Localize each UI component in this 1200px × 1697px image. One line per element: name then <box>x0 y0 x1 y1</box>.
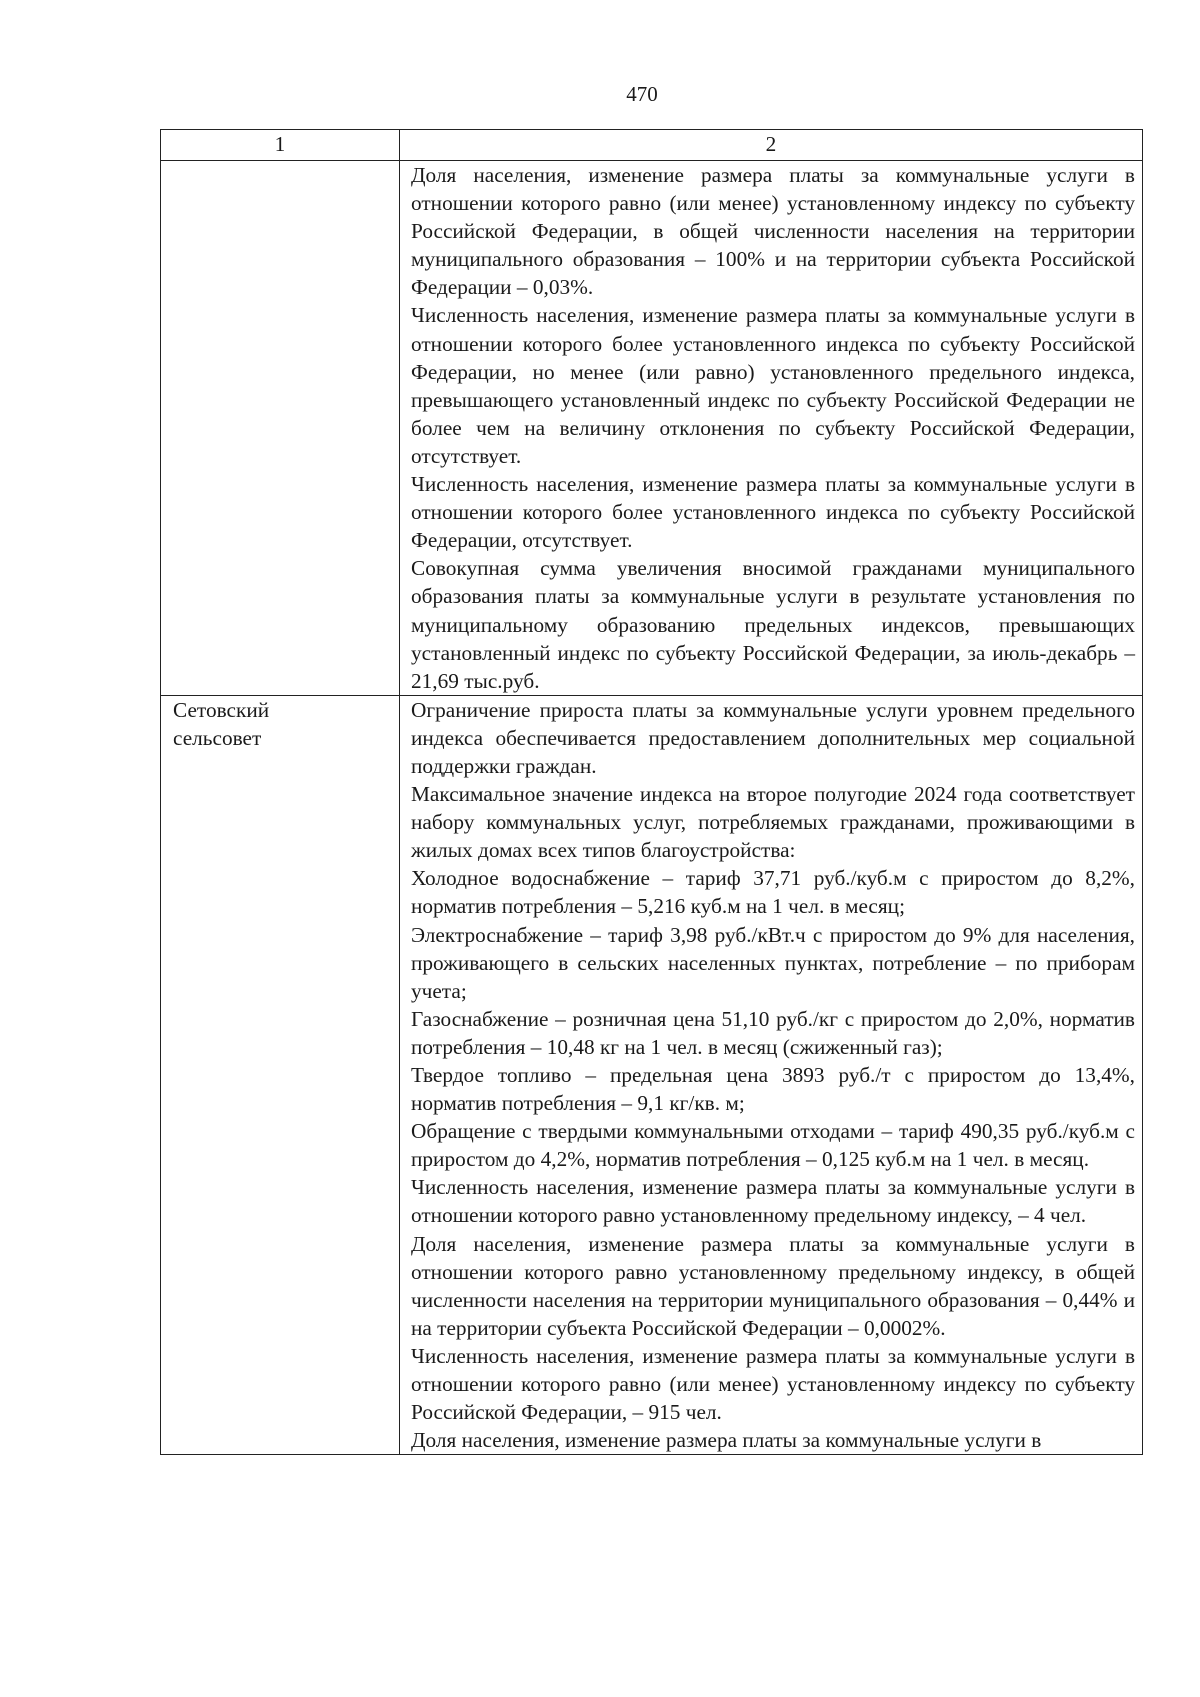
data-table <box>160 129 1143 1455</box>
paragraph: Электроснабжение – тариф 3,98 руб./кВт.ч с приростом до 9% для населения, проживающего в сельских населенных пунктах, потребление – по приборам учета; <box>411 922 1135 1003</box>
paragraph: Максимальное значение индекса на второе полугодие 2024 года соответствует набору коммунальных услуг, потребляемых гражданами, проживающими в жилых домах всех типов благоустройства: <box>411 782 1135 863</box>
column-header-1: 1 <box>161 130 400 161</box>
region-name: Сетовский сельсовет <box>173 697 270 750</box>
column-header-2: 2 <box>400 130 1143 161</box>
paragraph: Холодное водоснабжение – тариф 37,71 руб./куб.м с приростом до 8,2%, норматив потребления – 5,216 куб.м на 1 чел. в месяц; <box>411 866 1135 919</box>
paragraph: Совокупная сумма увеличения вносимой гражданами муниципального образования платы за коммунальные услуги в результате установления по муниципальному образованию предельных индексов, превышающих установленный индекс по субъекту Российской Федерации, за июль-декабрь – 21,69 тыс.руб. <box>411 556 1135 693</box>
region-cell <box>161 695 400 1455</box>
region-cell <box>161 161 400 696</box>
paragraph: Ограничение прироста платы за коммунальные услуги уровнем предельного индекса обеспечивается предоставлением дополнительных мер социальной поддержки граждан. <box>411 697 1135 778</box>
table-row <box>161 161 1143 696</box>
paragraph: Газоснабжение – розничная цена 51,10 руб./кг с приростом до 2,0%, норматив потребления – 10,48 кг на 1 чел. в месяц (сжиженный газ); <box>411 1006 1135 1059</box>
paragraph: Обращение с твердыми коммунальными отходами – тариф 490,35 руб./куб.м с приростом до 4,2%, норматив потребления – 0,125 куб.м на 1 чел. в месяц. <box>411 1119 1135 1172</box>
paragraph: Численность населения, изменение размера платы за коммунальные услуги в отношении которого более установленного индекса по субъекту Российской Федерации, отсутствует. <box>411 472 1135 553</box>
page-number: 470 <box>626 82 658 106</box>
paragraph: Доля населения, изменение размера платы за коммунальные услуги в <box>411 1428 1042 1453</box>
table-row <box>161 695 1143 1455</box>
table-header-row <box>161 130 1143 161</box>
content-cell <box>400 161 1143 696</box>
paragraph: Доля населения, изменение размера платы за коммунальные услуги в отношении которого равно установленному предельному индексу, в общей численности населения на территории муниципального образования – 0,44% и на территории субъекта Российской Федерации – 0,0002%. <box>411 1231 1135 1340</box>
paragraph: Твердое топливо – предельная цена 3893 руб./т с приростом до 13,4%, норматив потребления – 9,1 кг/кв. м; <box>411 1063 1135 1116</box>
paragraph: Численность населения, изменение размера платы за коммунальные услуги в отношении которого равно установленному предельному индексу, – 4 чел. <box>411 1175 1135 1228</box>
paragraph: Численность населения, изменение размера платы за коммунальные услуги в отношении которого более установленного индекса по субъекту Российской Федерации, но менее (или равно) установленного предельного индекса, превышающего установленный индекс по субъекту Российской Федерации не более чем на величину отклонения по субъекту Российской Федерации, отсутствует. <box>411 303 1135 468</box>
paragraph: Доля населения, изменение размера платы за коммунальные услуги в отношении которого равно (или менее) установленному индексу по субъекту Российской Федерации, в общей численности населения на территории муниципального образования – 100% и на территории субъекта Российской Федерации – 0,03%. <box>411 163 1135 300</box>
paragraph: Численность населения, изменение размера платы за коммунальные услуги в отношении которого равно (или менее) установленному индексу по субъекту Российской Федерации, – 915 чел. <box>411 1343 1135 1425</box>
content-cell <box>400 695 1143 1455</box>
